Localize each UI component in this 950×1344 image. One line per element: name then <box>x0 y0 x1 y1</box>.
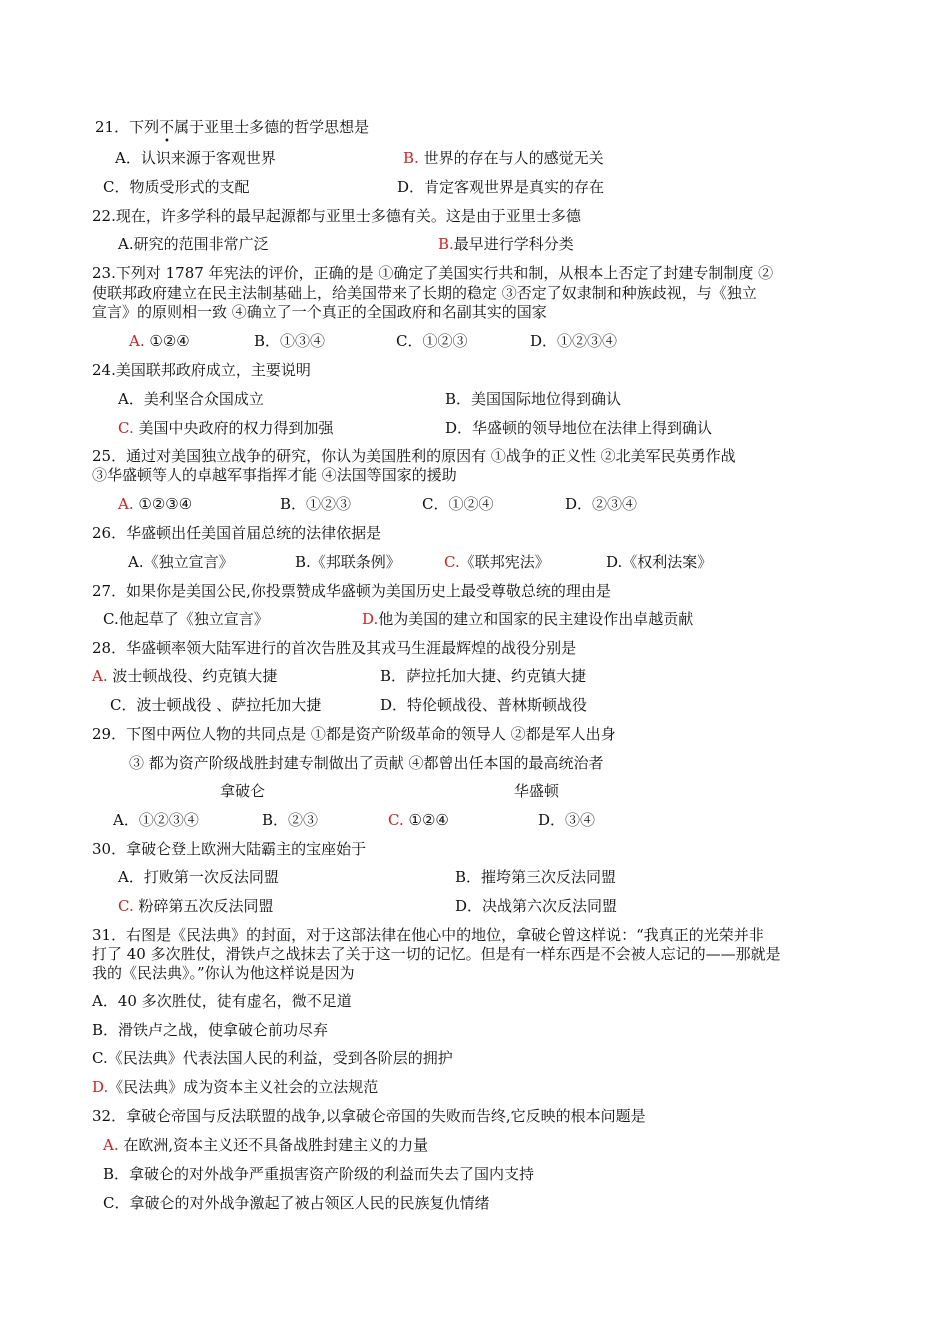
question-21-stem: 21．下列不属于亚里士多德的哲学思想是 <box>95 118 370 136</box>
question-28-stem: 28．华盛顿率领大陆军进行的首次告胜及其戎马生涯最辉煌的战役分别是 <box>92 639 577 657</box>
question-23-line-1: 23.下列对 1787 年宪法的评价，正确的是 ①确定了美国实行共和制，从根本上否定了封建专制制度 ② <box>92 264 774 282</box>
q28-option-d: D．特伦顿战役、普林斯顿战役 <box>380 696 588 714</box>
q24-option-b: B．美国国际地位得到确认 <box>445 390 622 408</box>
q32-option-c: C．拿破仑的对外战争激起了被占领区人民的民族复仇情绪 <box>103 1194 490 1212</box>
answer-letter: C. <box>118 897 134 915</box>
q32-option-a: A. 在欧洲,资本主义还不具备战胜封建主义的力量 <box>103 1136 429 1154</box>
q24-option-d: D．华盛顿的领导地位在法律上得到确认 <box>445 419 713 437</box>
question-31-line-2: 打了 40 多次胜仗，滑铁卢之战抹去了关于这一切的记忆。但是有一样东西是不会被人忘记的——那就是 <box>92 945 781 963</box>
q26-option-d: D.《权利法案》 <box>606 553 713 571</box>
q25-option-a: A. ①②③④ <box>118 495 193 513</box>
answer-letter: C. <box>444 553 460 571</box>
answer-letter: A. <box>118 495 134 513</box>
q24-option-c: C. 美国中央政府的权力得到加强 <box>118 419 334 437</box>
answer-letter: B. <box>438 235 454 253</box>
q26-option-c: C.《联邦宪法》 <box>444 553 550 571</box>
q25-option-d: D．②③④ <box>565 495 638 513</box>
question-32-stem: 32．拿破仑帝国与反法联盟的战争,以拿破仑帝国的失败而告终,它反映的根本问题是 <box>92 1107 646 1125</box>
question-25-line-1: 25．通过对美国独立战争的研究，你认为美国胜利的原因有 ①战争的正义性 ②北美军民英勇作战 <box>92 447 736 465</box>
question-22-stem: 22.现在，许多学科的最早起源都与亚里士多德有关。这是由于亚里士多德 <box>92 207 581 225</box>
q29-option-c: C. ①②④ <box>388 811 449 829</box>
question-23-line-3: 宣言》的原则相一致 ④确立了一个真正的全国政府和名副其实的国家 <box>92 303 547 321</box>
q21-option-c: C．物质受形式的支配 <box>103 178 250 196</box>
q25-option-c: C．①②④ <box>422 495 494 513</box>
q23-option-b: B．①③④ <box>254 332 326 350</box>
q30-option-d: D．决战第六次反法同盟 <box>455 897 618 915</box>
q23-option-a: A. ①②④ <box>129 332 190 350</box>
question-29-line-1: 29．下图中两位人物的共同点是 ①都是资产阶级革命的领导人 ②都是军人出身 <box>92 725 616 743</box>
question-26-stem: 26．华盛顿出任美国首届总统的法律依据是 <box>92 524 382 542</box>
q30-option-a: A．打败第一次反法同盟 <box>118 868 279 886</box>
q24-option-a: A．美利坚合众国成立 <box>118 390 264 408</box>
answer-letter: A. <box>103 1136 119 1154</box>
q21-option-b: B. 世界的存在与人的感觉无关 <box>403 149 604 167</box>
q31-option-c: C.《民法典》代表法国人民的利益，受到各阶层的拥护 <box>92 1049 453 1067</box>
question-25-line-2: ③华盛顿等人的卓越军事指挥才能 ④法国等国家的援助 <box>92 466 457 484</box>
q32-option-b: B．拿破仑的对外战争严重损害资产阶级的利益而失去了国内支持 <box>103 1165 535 1183</box>
q22-option-b: B.最早进行学科分类 <box>438 235 574 253</box>
answer-letter: B. <box>403 149 419 167</box>
q26-option-a: A.《独立宣言》 <box>128 553 234 571</box>
question-23-line-2: 使联邦政府建立在民主法制基础上，给美国带来了长期的稳定 ③否定了奴隶制和种族歧视，与《独立 <box>92 284 757 302</box>
q30-option-b: B．摧垮第三次反法同盟 <box>455 868 617 886</box>
answer-letter: D. <box>362 610 379 628</box>
q28-option-a: A. 波士顿战役、约克镇大捷 <box>92 667 278 685</box>
figure-label-napoleon: 拿破仑 <box>220 782 266 800</box>
q27-option-c: C.他起草了《独立宣言》 <box>103 610 269 628</box>
q29-option-b: B．②③ <box>262 811 319 829</box>
question-29-line-2: ③ 都为资产阶级战胜封建专制做出了贡献 ④都曾出任本国的最高统治者 <box>129 754 604 772</box>
question-31-line-1: 31．右图是《民法典》的封面，对于这部法律在他心中的地位，拿破仑曾这样说：“我真正的光荣并非 <box>92 926 764 944</box>
q25-option-b: B．①②③ <box>280 495 352 513</box>
q31-option-d: D.《民法典》成为资本主义社会的立法规范 <box>92 1078 379 1096</box>
q31-option-b: B．滑铁卢之战，使拿破仑前功尽弃 <box>92 1021 329 1039</box>
question-27-stem: 27．如果你是美国公民,你投票赞成华盛顿为美国历史上最受尊敬总统的理由是 <box>92 582 611 600</box>
q28-option-b: B．萨拉托加大捷、约克镇大捷 <box>380 667 587 685</box>
question-24-stem: 24.美国联邦政府成立，主要说明 <box>92 361 311 379</box>
q23-option-d: D．①②③④ <box>530 332 618 350</box>
q30-option-c: C. 粉碎第五次反法同盟 <box>118 897 274 915</box>
q29-option-a: A．①②③④ <box>113 811 199 829</box>
q28-option-c: C．波士顿战役 、萨拉托加大捷 <box>110 696 322 714</box>
answer-letter: C. <box>388 811 404 829</box>
answer-letter: A. <box>92 667 108 685</box>
q22-option-a: A.研究的范围非常广泛 <box>118 235 269 253</box>
q23-option-c: C．①②③ <box>396 332 468 350</box>
q26-option-b: B.《邦联条例》 <box>295 553 401 571</box>
question-30-stem: 30．拿破仑登上欧洲大陆霸主的宝座始于 <box>92 840 367 858</box>
figure-label-washington: 华盛顿 <box>514 782 560 800</box>
q31-option-a: A．40 多次胜仗，徒有虚名，微不足道 <box>92 992 352 1010</box>
q27-option-d: D.他为美国的建立和国家的民主建设作出卓越贡献 <box>362 610 694 628</box>
q21-option-d: D．肯定客观世界是真实的存在 <box>397 178 605 196</box>
question-31-line-3: 我的《民法典》。”你认为他这样说是因为 <box>92 964 355 982</box>
emphasis-dot: • <box>164 136 170 147</box>
q21-option-a: A．认识来源于客观世界 <box>115 149 276 167</box>
answer-letter: C. <box>118 419 134 437</box>
q29-option-d: D．③④ <box>538 811 596 829</box>
answer-letter: A. <box>129 332 145 350</box>
answer-letter: D. <box>92 1078 109 1096</box>
